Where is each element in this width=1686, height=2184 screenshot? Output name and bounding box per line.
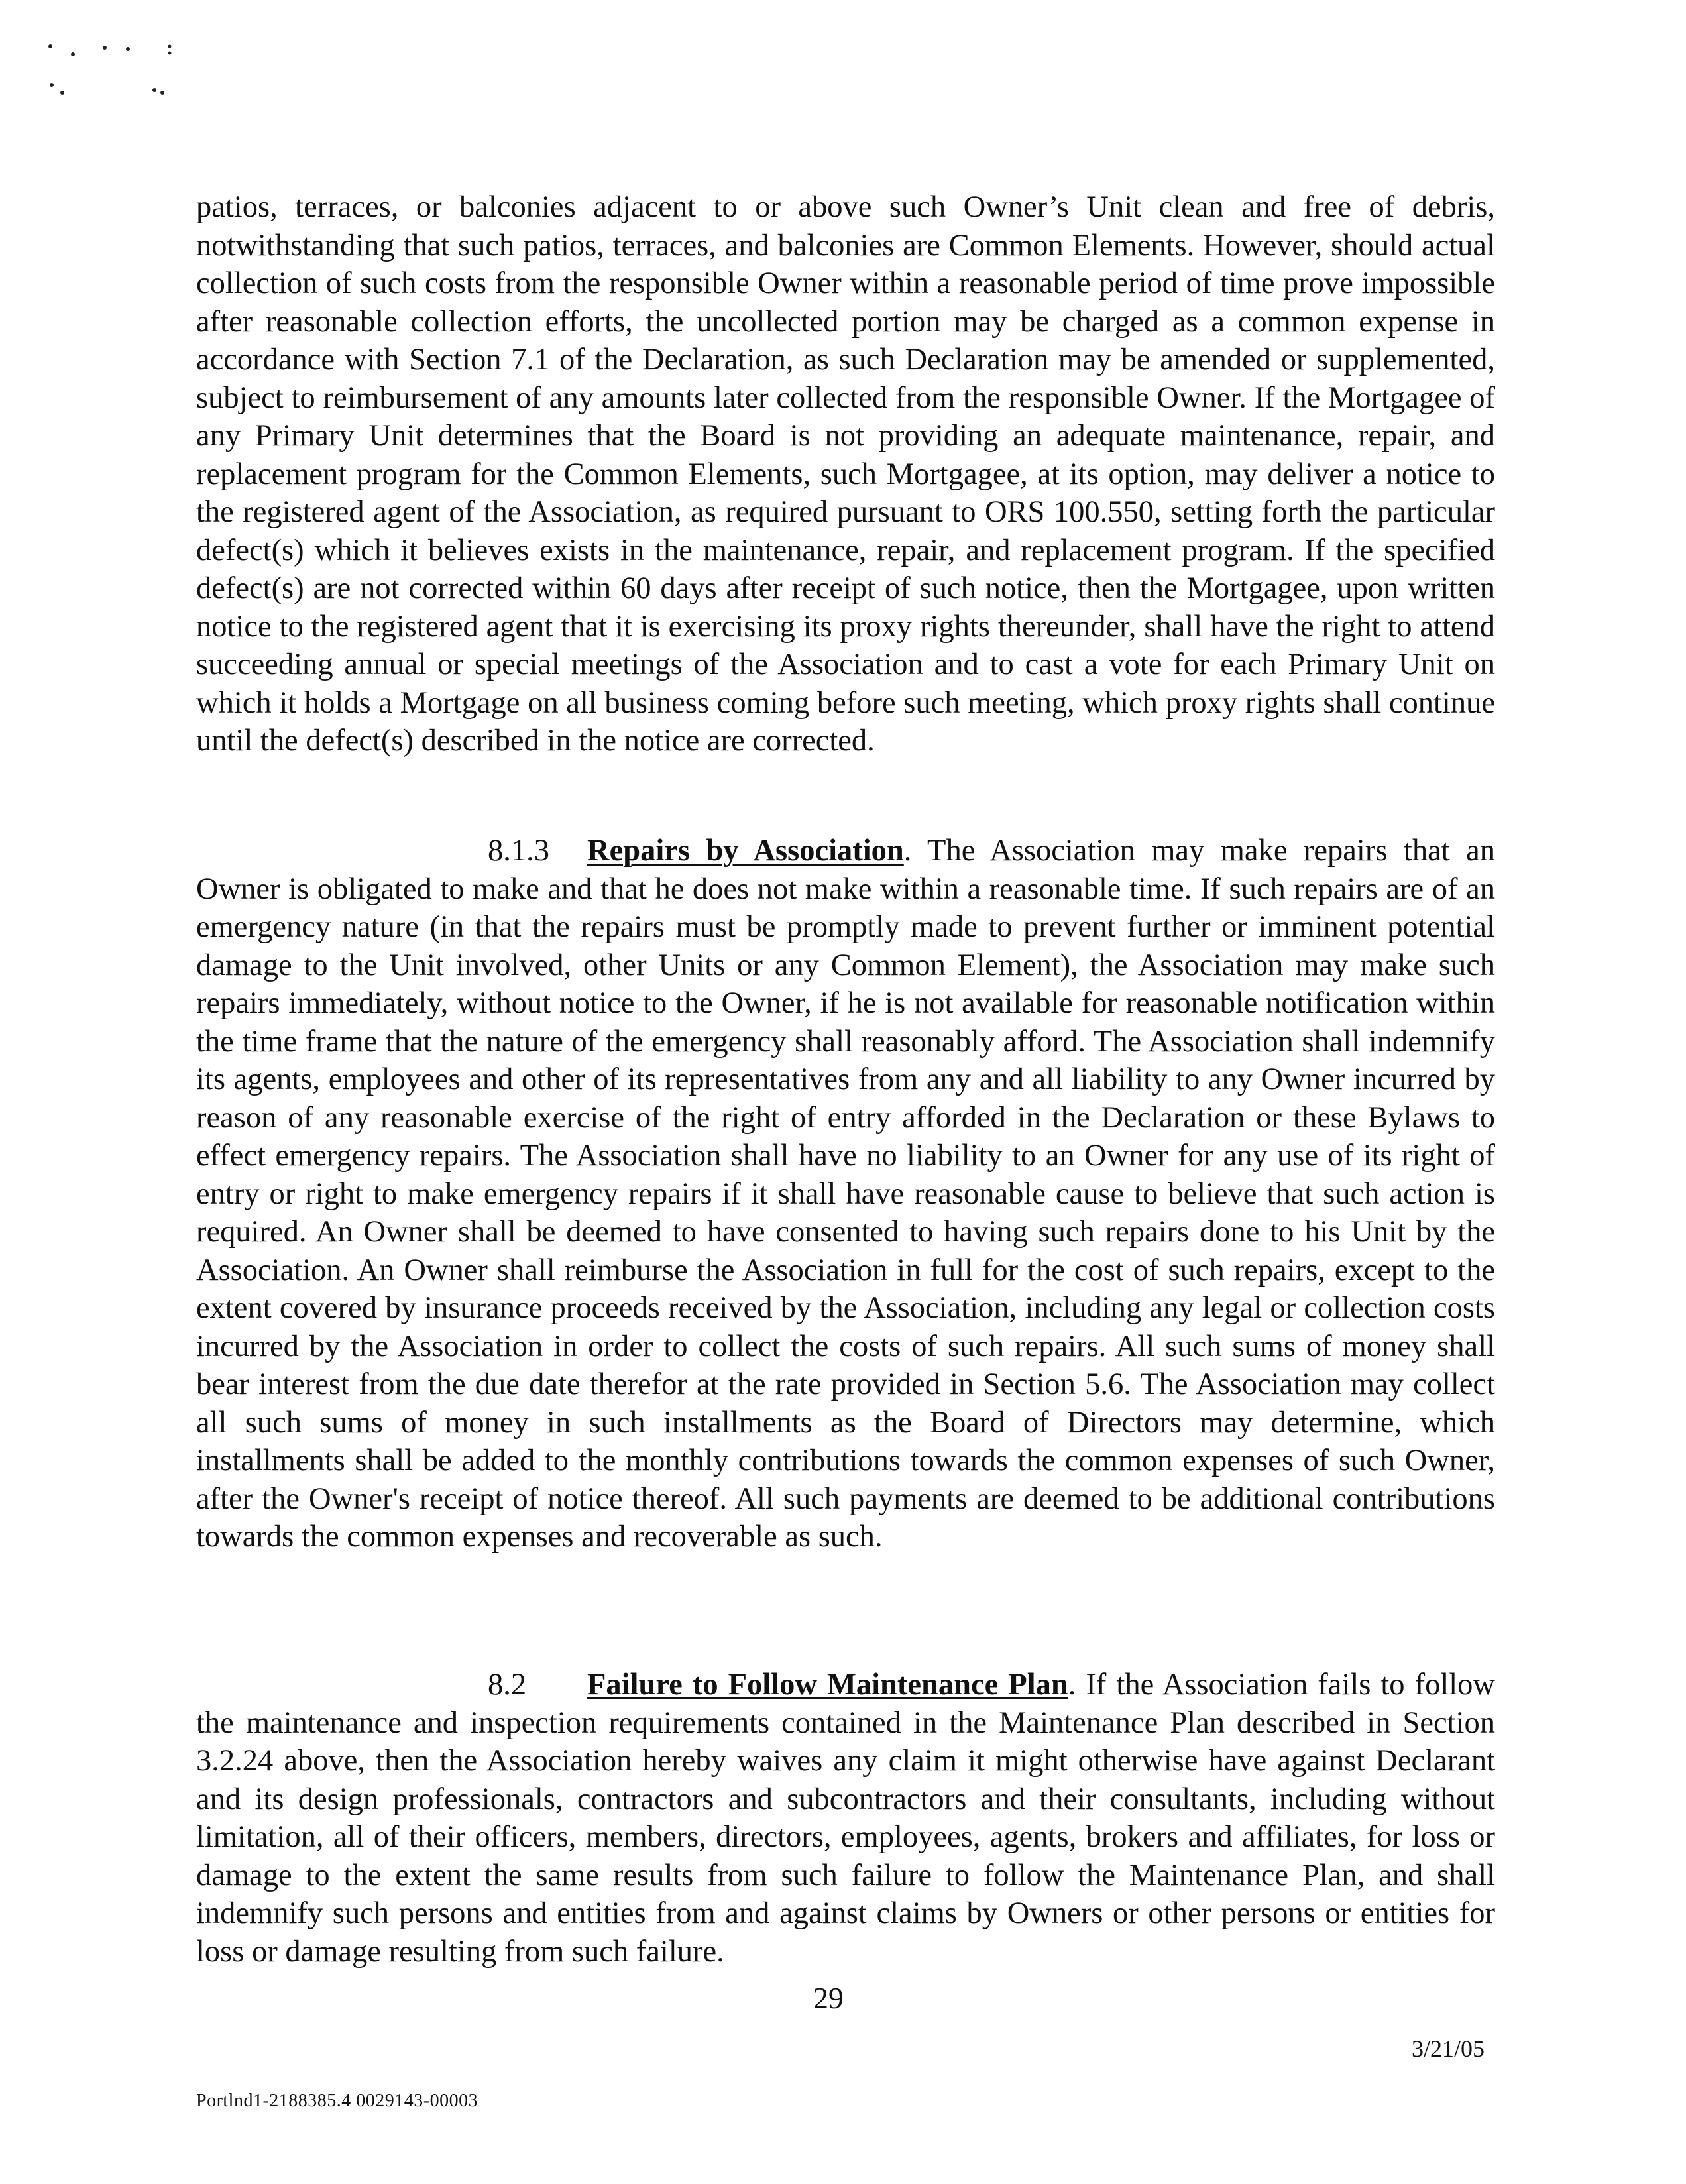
scan-artifact-marks (46, 40, 192, 113)
document-id: Portlnd1-2188385.4 0029143-00003 (196, 2091, 478, 2111)
section-8-1-3-paragraph (196, 832, 1495, 1556)
section-8-2-heading: Failure to Follow Maintenance Plan (587, 1668, 1068, 1701)
section-8-1-3-text: . The Association may make repairs that an Owner is obligated to make and that he does not make within a reasonable time. If such repairs are of an emergency nature (in that the repairs must be promptly made to prevent further or imminent potential damage to the Unit involved, other Units or any Common Element), the Association may make such repairs immediately, without notice to the Owner, if he is not available for reasonable notification within the time frame that the nature of the emergency shall reasonably afford. The Association shall indemnify its agents, employees and other of its representatives from any and all liability to any Owner incurred by reason of any reasonable exercise of the right of entry afforded in the Declaration or these Bylaws to effect emergency repairs. The Association shall have no liability to an Owner for any use of its right of entry or right to make emergency repairs if it shall have reasonable cause to believe that such action is required. An Owner shall be deemed to have consented to having such repairs done to his Unit by the Association. An Owner shall reimburse the Association in full for the cost of such repairs, except to the extent covered by insurance proceeds received by the Association, including any legal or collection costs incurred by the Association in order to collect the costs of such repairs. All such sums of money shall bear interest from the due date therefor at the rate provided in Section 5.6. The Association may collect all such sums of money in such installments as the Board of Directors may determine, which installments shall be added to the monthly contributions towards the common expenses of such Owner, after the Owner's receipt of notice thereof. All such payments are deemed to be additional contributions towards the common expenses and recoverable as such. (196, 834, 1495, 1554)
section-8-2-text: . If the Association fails to follow the maintenance and inspection requirements contained in the Maintenance Plan described in Section 3.2.24 above, then the Association hereby waives any claim it might otherwise have against Declarant and its design professionals, contractors and subcontractors and their consultants, including without limitation, all of their officers, members, directors, employees, agents, brokers and affiliates, for loss or damage to the extent the same results from such failure to follow the Maintenance Plan, and shall indemnify such persons and entities from and against claims by Owners or other persons or entities for loss or damage resulting from such failure. (196, 1668, 1495, 1969)
page-number: 29 (813, 1981, 844, 2015)
section-8-2-number: 8.2 (488, 1668, 527, 1701)
continued-paragraph-text: patios, terraces, or balconies adjacent to or above such Owner’s Unit clean and free of debris, notwithstanding that such patios, terraces, and balconies are Common Elements. However, should actual collection of such costs from the responsible Owner within a reasonable period of time prove impossible after reasonable collection efforts, the uncollected portion may be charged as a common expense in accordance with Section 7.1 of the Declaration, as such Declaration may be amended or supplemented, subject to reimbursement of any amounts later collected from the responsible Owner. If the Mortgagee of any Primary Unit determines that the Board is not providing an adequate maintenance, repair, and replacement program for the Common Elements, such Mortgagee, at its option, may deliver a notice to the registered agent of the Association, as required pursuant to ORS 100.550, setting forth the particular defect(s) which it believes exists in the maintenance, repair, and replacement program. If the specified defect(s) are not corrected within 60 days after receipt of such notice, then the Mortgagee, upon written notice to the registered agent that it is exercising its proxy rights thereunder, shall have the right to attend succeeding annual or special meetings of the Association and to cast a vote for each Primary Unit on which it holds a Mortgage on all business coming before such meeting, which proxy rights shall continue until the defect(s) described in the notice are corrected. (196, 190, 1495, 758)
revision-date: 3/21/05 (1411, 2036, 1485, 2062)
section-8-2-paragraph (196, 1666, 1495, 1971)
section-8-1-3-heading: Repairs by Association (587, 834, 904, 868)
body-paragraph-continued (196, 188, 1495, 760)
section-8-1-3 (196, 832, 1495, 1556)
section-8-1-3-number: 8.1.3 (488, 834, 549, 868)
section-8-2 (196, 1666, 1495, 1971)
